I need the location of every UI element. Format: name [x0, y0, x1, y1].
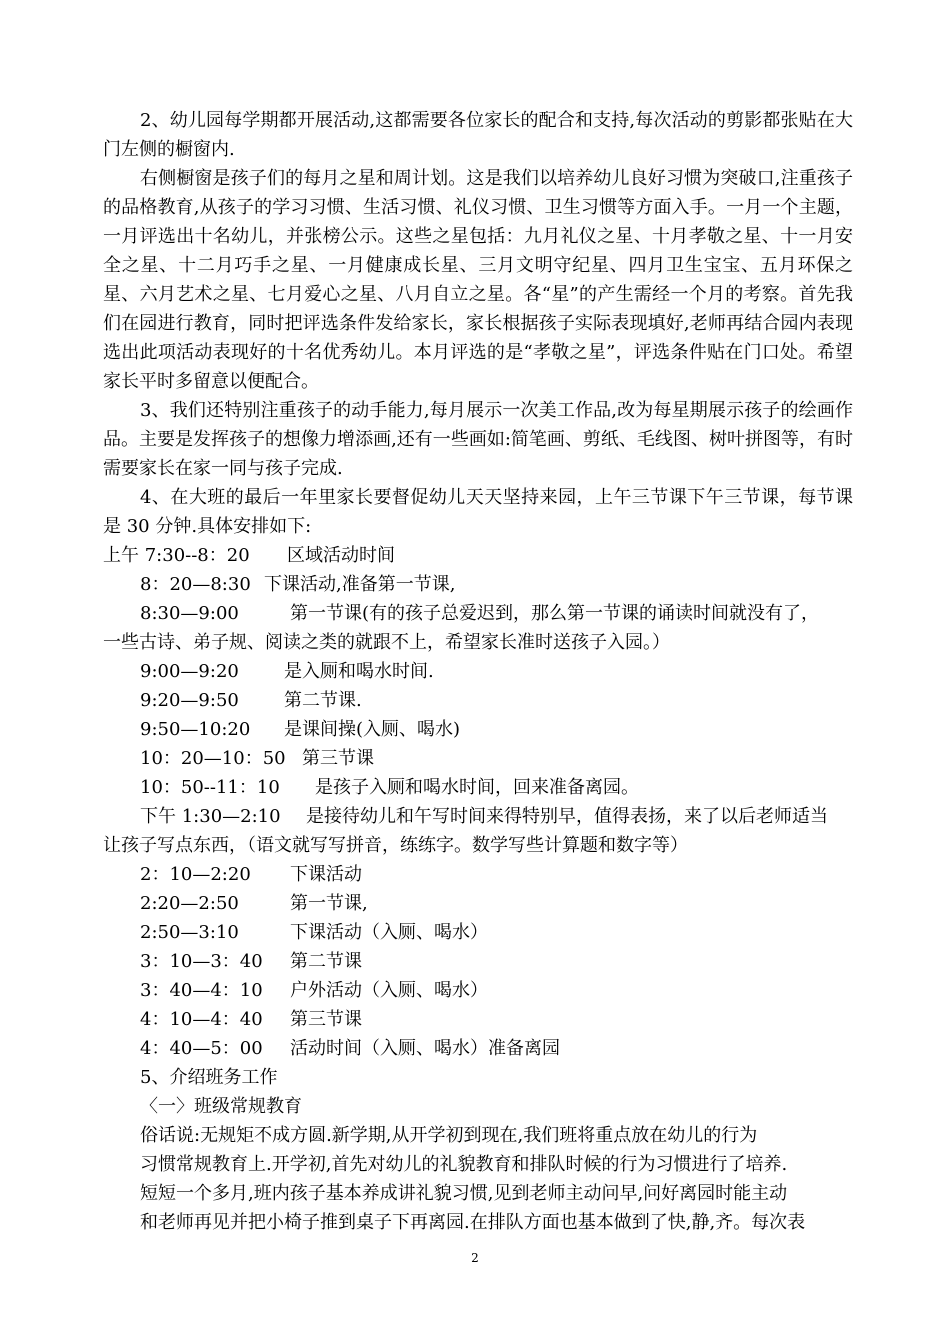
- section-body-line: 习惯常规教育上.开学初,首先对幼儿的礼貌教育和排队时候的行为习惯进行了培养.: [140, 1154, 788, 1175]
- paragraph-activities: 2、幼儿园每学期都开展活动,这都需要各位家长的配合和支持,每次活动的剪影都张贴在大门左侧的橱窗内.: [103, 110, 853, 160]
- schedule-row-afternoon-6: [103, 1034, 853, 1063]
- section-heading: 5、介绍班务工作: [140, 1067, 278, 1088]
- schedule-activity: 是孩子入厕和喝水时间，回来准备离园。: [315, 777, 639, 798]
- schedule-row-afternoon-intro: [103, 802, 853, 831]
- schedule-row-afternoon-4: [103, 976, 853, 1005]
- schedule-time: 上午 7:30--8：20: [103, 545, 250, 566]
- section-subheading: 〈一〉班级常规教育: [140, 1096, 302, 1117]
- schedule-row-morning-1: [103, 570, 853, 599]
- schedule-activity: 活动时间（入厕、喝水）准备离园: [290, 1038, 560, 1059]
- schedule-activity: 第一节课,: [290, 893, 368, 914]
- schedule-activity: 是课间操(入厕、喝水): [284, 719, 461, 740]
- schedule-activity: 是入厕和喝水时间.: [284, 661, 434, 682]
- schedule-row-morning-7: [103, 773, 853, 802]
- schedule-activity: 第三节课: [302, 748, 374, 769]
- document-body: [103, 106, 853, 1237]
- schedule-time: 8：20—8:30: [140, 574, 251, 595]
- schedule-row-morning-4: [103, 686, 853, 715]
- schedule-row-afternoon-1: [103, 889, 853, 918]
- schedule-activity: 下课活动: [290, 864, 362, 885]
- schedule-time: 9:50—10:20: [140, 719, 251, 740]
- schedule-time: 4：10—4：40: [140, 1009, 263, 1030]
- schedule-time: 9:20—9:50: [140, 690, 239, 711]
- schedule-time: 9:00—9:20: [140, 661, 239, 682]
- schedule-time: 8:30—9:00: [140, 603, 239, 624]
- schedule-time: 10：20—10：50: [140, 748, 286, 769]
- schedule-activity: 户外活动（入厕、喝水）: [290, 980, 488, 1001]
- section-body-line: 俗话说:无规矩不成方圆.新学期,从开学初到现在,我们班将重点放在幼儿的行为: [140, 1125, 758, 1146]
- section-body-line: 和老师再见并把小椅子推到桌子下再离园.在排队方面也基本做到了快,静,齐。每次表: [140, 1212, 806, 1233]
- schedule-row-afternoon-2: [103, 918, 853, 947]
- schedule-time: 2：10—2:20: [140, 864, 251, 885]
- page-number: 2: [471, 1251, 479, 1265]
- schedule-time: 2:50—3:10: [140, 922, 239, 943]
- afternoon-intro-continuation: 让孩子写点东西，（语文就写写拼音，练练字。数学写些计算题和数字等）: [103, 835, 688, 856]
- section-body-line: 短短一个多月,班内孩子基本养成讲礼貌习惯,见到老师主动问早,问好离园时能主动: [140, 1183, 788, 1204]
- schedule-row-afternoon-0: [103, 860, 853, 889]
- schedule-time: 10：50--11：10: [140, 777, 280, 798]
- schedule-time: 2:20—2:50: [140, 893, 239, 914]
- paragraph-monthly-stars: 右侧橱窗是孩子们的每月之星和周计划。这是我们以培养幼儿良好习惯为突破口,注重孩子的品格教育,从孩子的学习习惯、生活习惯、礼仪习惯、卫生习惯等方面入手。一月一个主题，一月评选出十名幼儿，并张榜公示。这些之星包括：九月礼仪之星、十月孝敬之星、十一月安全之星、十二月巧手之星、一月健康成长星、三月文明守纪星、四月卫生宝宝、五月环保之星、六月艺术之星、七月爱心之星、八月自立之星。各“星”的产生需经一个月的考察。首先我们在园进行教育，同时把评选条件发给家长，家长根据孩子实际表现填好,老师再结合园内表现选出此项活动表现好的十名优秀幼儿。本月评选的是“孝敬之星”，评选条件贴在门口处。希望家长平时多留意以便配合。: [103, 168, 853, 392]
- schedule-activity: 下课活动,准备第一节课,: [264, 574, 456, 595]
- schedule-activity: 区域活动时间: [287, 545, 395, 566]
- schedule-activity: 第三节课: [290, 1009, 362, 1030]
- paragraph-schedule-intro: 4、在大班的最后一年里家长要督促幼儿天天坚持来园，上午三节课下午三节课，每节课是 30 分钟.具体安排如下:: [103, 487, 853, 537]
- schedule-row-morning-6: [103, 744, 853, 773]
- schedule-row-afternoon-3: [103, 947, 853, 976]
- schedule-row-morning-2: [103, 599, 853, 628]
- schedule-activity: 第二节课.: [284, 690, 362, 711]
- schedule-continuation: 一些古诗、弟子规、阅读之类的就跟不上，希望家长准时送孩子入园。）: [103, 632, 670, 653]
- schedule-row-morning-3: [103, 657, 853, 686]
- schedule-row-afternoon-5: [103, 1005, 853, 1034]
- schedule-row-morning-5: [103, 715, 853, 744]
- schedule-activity: 是接待幼儿和午写时间来得特别早，值得表扬，来了以后老师适当: [306, 806, 828, 827]
- schedule-time: 3：40—4：10: [140, 980, 263, 1001]
- schedule-time: 3：10—3：40: [140, 951, 263, 972]
- schedule-time: 下午 1:30—2:10: [140, 806, 281, 827]
- schedule-activity: 第二节课: [290, 951, 362, 972]
- schedule-activity: 第一节课(有的孩子总爱迟到，那么第一节课的诵读时间就没有了，: [290, 603, 820, 624]
- schedule-time: 4：40—5：00: [140, 1038, 263, 1059]
- paragraph-art-works: 3、我们还特别注重孩子的动手能力,每月展示一次美工作品,改为每星期展示孩子的绘画作品。主要是发挥孩子的想像力增添画,还有一些画如:简笔画、剪纸、毛线图、树叶拼图等，有时需要家长在家一同与孩子完成.: [103, 400, 853, 479]
- schedule-row-morning-0: [103, 541, 853, 570]
- schedule-activity: 下课活动（入厕、喝水）: [290, 922, 488, 943]
